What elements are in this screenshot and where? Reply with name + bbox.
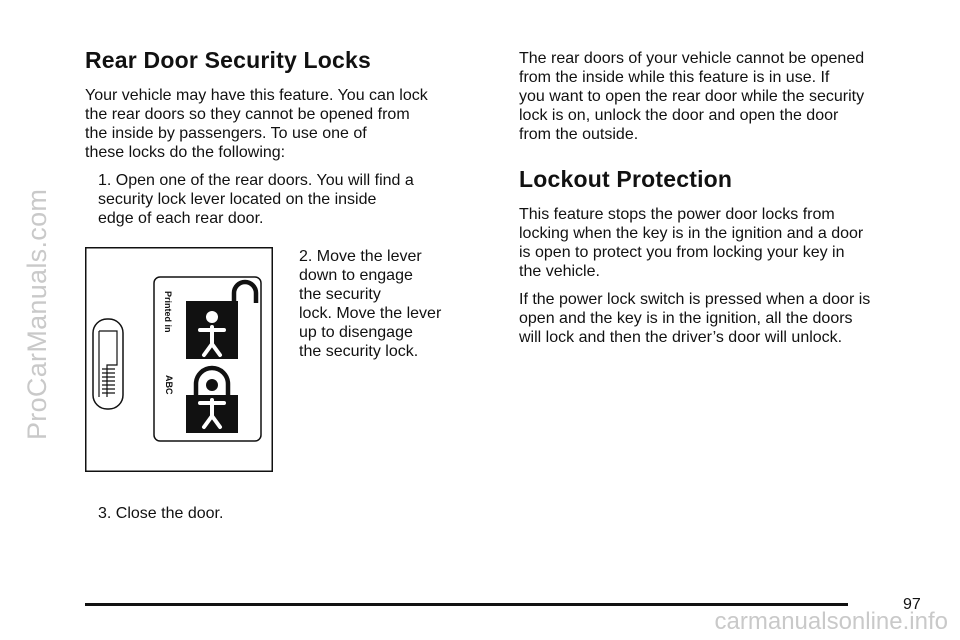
stamp-label: ABC: [164, 375, 174, 395]
rear-door-heading: Rear Door Security Locks: [85, 47, 372, 73]
footer-rule: [85, 603, 848, 606]
lock-lever-icon: [93, 319, 123, 409]
lockout-paragraph-1: This feature stops the power door locks from locking when the key is in the ignition and a door is open to protect you from locking your key in the vehicle.: [519, 206, 864, 280]
lockout-paragraph-2: If the power lock switch is pressed when a door is open and the key is in the ignition, all the doors will lock and then the driver’s door will unlock.: [519, 291, 871, 346]
security-lock-figure: [85, 247, 273, 472]
lockout-heading: Lockout Protection: [519, 166, 733, 192]
printed-in-label: Printed in: [163, 291, 173, 333]
page-number: 97: [903, 596, 921, 613]
step-3: 3. Close the door.: [98, 505, 224, 522]
step-2: 2. Move the lever down to engage the security lock. Move the lever up to disengage the security lock.: [299, 248, 442, 360]
bottom-watermark: carmanualsonline.info: [714, 608, 948, 635]
rear-door-continuation: The rear doors of your vehicle cannot be opened from the inside while this feature is in use. If you want to open the rear door while the security lock is on, unlock the door and open the door from the outside.: [519, 50, 865, 143]
rear-door-intro: Your vehicle may have this feature. You can lock the rear doors so they cannot be opened from the inside by passengers. To use one of these locks do the following:: [85, 87, 428, 161]
step-1: 1. Open one of the rear doors. You will find a security lock lever located on the inside edge of each rear door.: [98, 172, 414, 227]
side-watermark: ProCarManuals.com: [22, 188, 52, 440]
